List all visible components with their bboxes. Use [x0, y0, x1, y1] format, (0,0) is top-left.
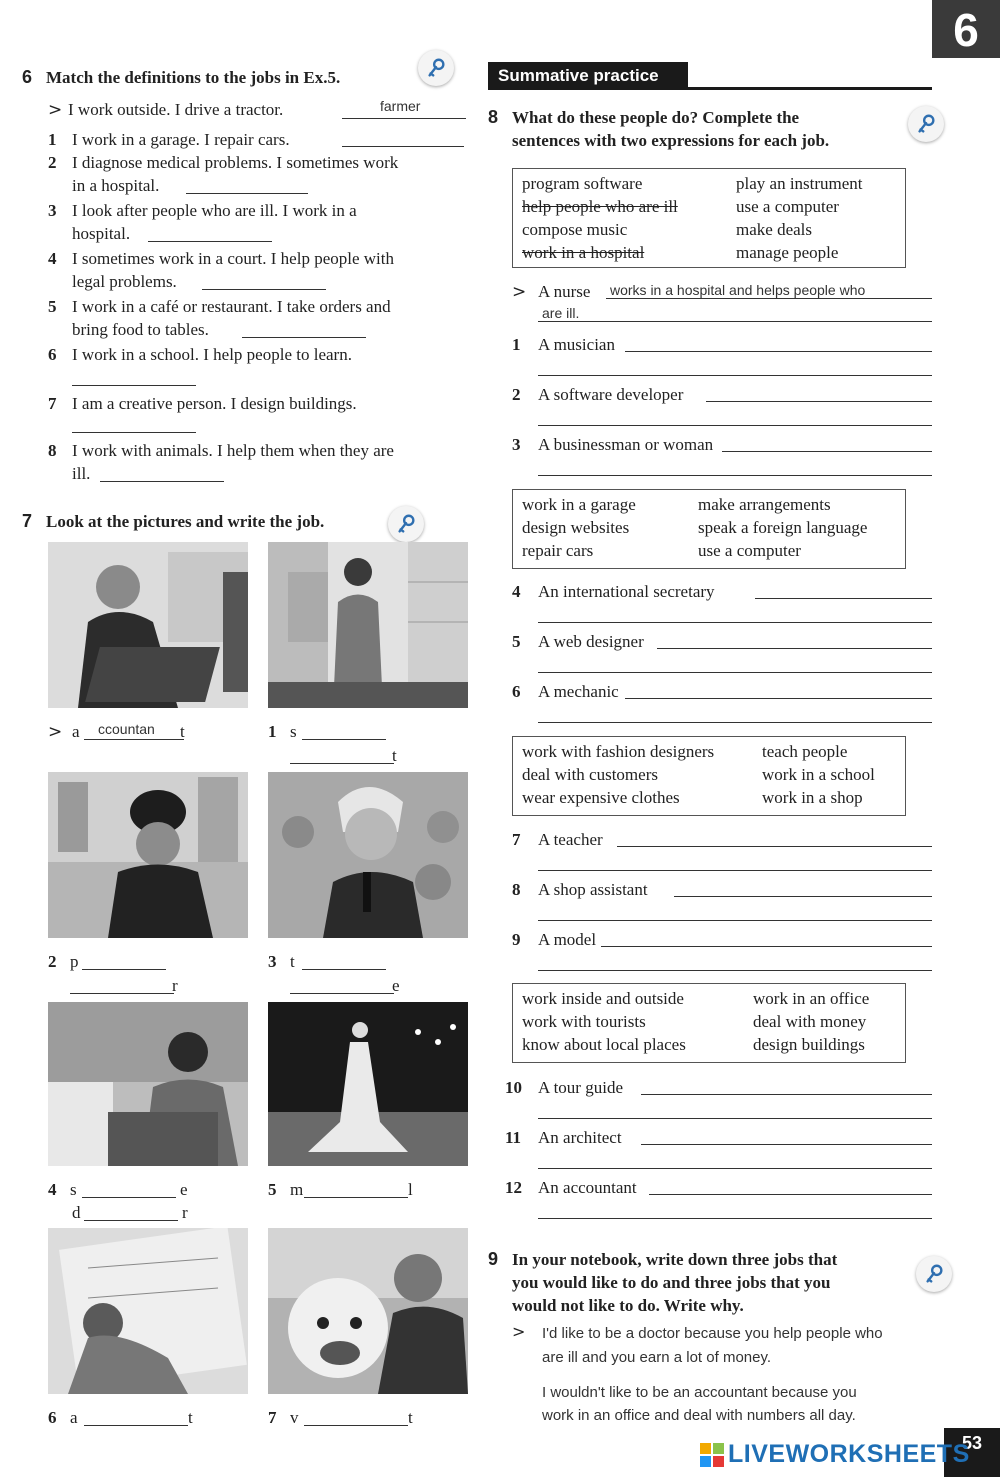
ex6-example-line — [342, 118, 466, 119]
phrase: teach people — [762, 742, 848, 761]
phrase: deal with money — [753, 1012, 867, 1031]
definition-text: I diagnose medical problems. I sometimes work — [72, 153, 399, 172]
last-letter: t — [188, 1408, 193, 1427]
phrase: make arrangements — [698, 495, 831, 514]
first-letter: s — [290, 722, 297, 741]
ex7-answer-blank[interactable] — [84, 1425, 188, 1426]
photo-model — [268, 1002, 468, 1166]
ex8-answer-blank[interactable] — [538, 722, 932, 723]
ex7-example-first-letter: a — [72, 722, 80, 741]
unit-number: 6 — [953, 4, 979, 56]
definition-text: I sometimes work in a court. I help people with — [72, 249, 394, 268]
phrase: work inside and outside — [522, 989, 684, 1008]
key-icon — [923, 1263, 945, 1285]
ex9-example1-line2: are ill and you earn a lot of money. — [542, 1349, 772, 1366]
watermark — [700, 1440, 970, 1469]
ex6-title: Match the definitions to the jobs in Ex.5. — [46, 68, 341, 87]
watermark-text: LIVEWORKSHEETS — [728, 1440, 970, 1468]
phrase: play an instrument — [736, 174, 863, 193]
unit-tab — [932, 0, 1000, 58]
answer-key-icon[interactable] — [388, 506, 424, 542]
ex8-answer-blank[interactable] — [538, 672, 932, 673]
ex8-answer-blank[interactable] — [538, 1118, 932, 1119]
ex6-heading — [22, 66, 340, 89]
item-number: 5 — [48, 297, 57, 316]
ex9-example2-line1: I wouldn't like to be an accountant because you — [542, 1384, 857, 1401]
ex8-answer-blank[interactable] — [625, 351, 932, 352]
item-number: 11 — [505, 1128, 522, 1147]
ex8-answer-blank[interactable] — [649, 1194, 932, 1195]
item-number: 4 — [48, 249, 57, 268]
photo-accountant — [48, 542, 248, 708]
ex8-example-answer: are ill. — [542, 305, 580, 321]
ex6-answer-blank[interactable] — [100, 481, 224, 482]
sentence-subject: A model — [538, 930, 597, 949]
ex6-answer-blank[interactable] — [72, 385, 196, 386]
key-icon — [915, 113, 937, 135]
ex6-answer-blank[interactable] — [148, 241, 272, 242]
item-number: 4 — [48, 1180, 57, 1199]
definition-text: ill. — [72, 464, 91, 483]
ex7-answer-blank[interactable] — [82, 969, 166, 970]
sentence-subject: A mechanic — [538, 682, 619, 701]
ex8-answer-blank[interactable] — [601, 946, 932, 947]
sentence-subject: An accountant — [538, 1178, 637, 1197]
example-subject: A nurse — [538, 282, 591, 301]
item-number: 2 — [512, 385, 521, 404]
ex8-title-line2: sentences with two expressions for each job. — [512, 131, 830, 150]
key-icon — [395, 513, 417, 535]
ex8-example-blank[interactable] — [606, 298, 932, 299]
phrase: work with tourists — [522, 1012, 646, 1031]
sentence-subject: A shop assistant — [538, 880, 648, 899]
phrase: work in a shop — [762, 788, 863, 807]
phrase: help people who are ill — [522, 197, 678, 216]
item-number: 3 — [48, 201, 57, 220]
ex9-title-line3: would not like to do. Write why. — [512, 1296, 744, 1315]
item-number: 7 — [48, 394, 57, 413]
photo-tour-guide — [268, 772, 468, 938]
answer-key-icon[interactable] — [916, 1256, 952, 1292]
phrase: repair cars — [522, 541, 594, 560]
first-letter: m — [290, 1180, 304, 1199]
ex8-answer-blank[interactable] — [722, 451, 932, 452]
ex9-title-line2: you would like to do and three jobs that you — [512, 1273, 831, 1292]
item-number: 5 — [268, 1180, 277, 1199]
definition-text: bring food to tables. — [72, 320, 209, 339]
definition-text: legal problems. — [72, 272, 177, 291]
last-letter: l — [408, 1180, 413, 1199]
last-letter: e — [392, 976, 400, 995]
ex6-answer-blank[interactable] — [186, 193, 308, 194]
ex8-answer-blank[interactable] — [625, 698, 932, 699]
definition-text: I work in a café or restaurant. I take orders and — [72, 297, 391, 316]
last-letter: t — [392, 746, 397, 765]
ex8-heading — [488, 106, 799, 129]
example-arrow-icon: > — [512, 282, 527, 302]
sentence-subject: A businessman or woman — [538, 435, 714, 454]
ex7-answer-blank[interactable] — [302, 739, 386, 740]
sentence-subject: A tour guide — [538, 1078, 623, 1097]
ex6-answer-blank[interactable] — [342, 146, 464, 147]
page-number: 53 — [944, 1428, 1000, 1477]
ex8-answer-blank[interactable] — [538, 375, 932, 376]
sentence-subject: An international secretary — [538, 582, 715, 601]
letter: e — [180, 1180, 188, 1199]
phrase: speak a foreign language — [698, 518, 868, 537]
sentence-subject: A software developer — [538, 385, 684, 404]
first-letter: p — [70, 952, 79, 971]
ex7-heading — [22, 510, 324, 533]
definition-text: I work in a school. I help people to learn. — [72, 345, 352, 364]
ex8-answer-blank[interactable] — [538, 970, 932, 971]
ex7-answer-blank[interactable] — [304, 1425, 408, 1426]
phrase: use a computer — [736, 197, 839, 216]
phrase: compose music — [522, 220, 628, 239]
ex8-answer-blank[interactable] — [538, 622, 932, 623]
ex8-answer-blank[interactable] — [617, 846, 932, 847]
item-number: 1 — [512, 335, 521, 354]
liveworksheets-logo-icon — [700, 1443, 724, 1467]
last-letter: r — [172, 976, 178, 995]
first-letter: v — [290, 1408, 299, 1427]
ex9-heading — [488, 1248, 837, 1271]
item-number: 2 — [48, 952, 57, 971]
item-number: 10 — [505, 1078, 522, 1097]
example-arrow-icon: > — [48, 722, 63, 742]
photo-police-officer — [48, 772, 248, 938]
ex8-title-line1: What do these people do? Complete the — [512, 108, 800, 127]
phrase: program software — [522, 174, 643, 193]
example-arrow-icon: > — [48, 100, 63, 120]
item-number: 6 — [48, 345, 57, 364]
item-number: 6 — [512, 682, 521, 701]
ex8-answer-blank[interactable] — [538, 870, 932, 871]
ex8-answer-blank[interactable] — [538, 425, 932, 426]
ex8-answer-blank[interactable] — [641, 1094, 932, 1095]
phrase: work with fashion designers — [522, 742, 715, 761]
summative-header: Summative practice — [488, 62, 688, 90]
ex7-answer-blank[interactable] — [290, 763, 394, 764]
ex6-example-text: I work outside. I drive a tractor. — [68, 100, 284, 119]
phrase: manage people — [736, 243, 839, 262]
definition-text: I work with animals. I help them when they are — [72, 441, 394, 460]
phrase: wear expensive clothes — [522, 788, 680, 807]
ex8-answer-blank[interactable] — [538, 1168, 932, 1169]
phrase: use a computer — [698, 541, 801, 560]
definition-text: I work in a garage. I repair cars. — [72, 130, 290, 149]
definition-text: I am a creative person. I design buildings. — [72, 394, 357, 413]
item-number: 12 — [505, 1178, 522, 1197]
item-number: 9 — [512, 930, 521, 949]
ex7-answer-blank[interactable] — [84, 1220, 178, 1221]
ex6-number: 6 — [22, 67, 33, 87]
sentence-subject: An architect — [538, 1128, 622, 1147]
ex8-answer-blank[interactable] — [674, 896, 932, 897]
photo-architect — [48, 1228, 248, 1394]
ex6-answer-blank[interactable] — [72, 432, 196, 433]
ex7-answer-blank[interactable] — [82, 1197, 176, 1198]
definition-text: hospital. — [72, 224, 131, 243]
phrase: make deals — [736, 220, 812, 239]
item-number: 3 — [512, 435, 521, 454]
ex7-example-answer: ccountan — [98, 721, 155, 737]
ex7-title: Look at the pictures and write the job. — [46, 512, 325, 531]
item-number: 1 — [48, 130, 57, 149]
definition-text: I look after people who are ill. I work in a — [72, 201, 357, 220]
ex7-answer-blank[interactable] — [304, 1197, 408, 1198]
ex9-title-line1: In your notebook, write down three jobs that — [512, 1250, 838, 1269]
ex6-example — [48, 98, 283, 122]
ex9-number: 9 — [488, 1249, 499, 1269]
ex8-answer-blank[interactable] — [641, 1144, 932, 1145]
photo-secretary — [48, 1002, 248, 1166]
ex8-answer-blank[interactable] — [538, 920, 932, 921]
phrase: work in a garage — [522, 495, 636, 514]
sentence-subject: A teacher — [538, 830, 603, 849]
item-number: 8 — [48, 441, 57, 460]
example-arrow-icon: > — [512, 1322, 526, 1341]
letter: d — [72, 1203, 81, 1222]
ex8-answer-blank[interactable] — [538, 1218, 932, 1219]
phrase: work in a school — [762, 765, 875, 784]
key-icon — [425, 57, 447, 79]
ex6-example-answer: farmer — [380, 98, 421, 114]
ex7-example-blank[interactable] — [84, 739, 184, 740]
phrase: work in an office — [753, 989, 870, 1008]
item-number: 7 — [512, 830, 521, 849]
ex8-example-answer: works in a hospital and helps people who — [610, 282, 866, 298]
ex7-example-last-letter: t — [180, 722, 185, 741]
item-number: 3 — [268, 952, 277, 971]
ex7-number: 7 — [22, 511, 33, 531]
definition-text: in a hospital. — [72, 176, 160, 195]
ex7-answer-blank[interactable] — [290, 993, 394, 994]
item-number: 1 — [268, 722, 277, 741]
first-letter: s — [70, 1180, 77, 1199]
phrase: work in a hospital — [522, 243, 645, 262]
last-letter: r — [182, 1203, 188, 1222]
sentence-subject: A web designer — [538, 632, 644, 651]
answer-key-icon[interactable] — [908, 106, 944, 142]
photo-shop-assistant — [268, 542, 468, 708]
answer-key-icon[interactable] — [418, 50, 454, 86]
ex8-answer-blank[interactable] — [755, 598, 932, 599]
ex7-answer-blank[interactable] — [70, 993, 174, 994]
photo-vet — [268, 1228, 468, 1394]
ex8-answer-blank[interactable] — [706, 401, 932, 402]
item-number: 2 — [48, 153, 57, 172]
item-number: 8 — [512, 880, 521, 899]
phrase: deal with customers — [522, 765, 658, 784]
ex6-answer-blank[interactable] — [242, 337, 366, 338]
last-letter: t — [408, 1408, 413, 1427]
phrase: design websites — [522, 518, 630, 537]
ex8-number: 8 — [488, 107, 499, 127]
item-number: 7 — [268, 1408, 277, 1427]
ex9-example2-line2: work in an office and deal with numbers all day. — [542, 1407, 856, 1424]
first-letter: a — [70, 1408, 78, 1427]
ex8-answer-blank[interactable] — [657, 648, 932, 649]
item-number: 6 — [48, 1408, 57, 1427]
phrase: know about local places — [522, 1035, 686, 1054]
first-letter: t — [290, 952, 295, 971]
ex8-example-blank[interactable] — [538, 321, 932, 322]
sentence-subject: A musician — [538, 335, 615, 354]
phrase: design buildings — [753, 1035, 865, 1054]
item-number: 4 — [512, 582, 521, 601]
ex7-answer-blank[interactable] — [302, 969, 386, 970]
summative-rule — [688, 87, 932, 90]
item-number: 5 — [512, 632, 521, 651]
ex6-answer-blank[interactable] — [202, 289, 326, 290]
ex9-example1-line1: I'd like to be a doctor because you help people who — [542, 1325, 883, 1342]
ex8-answer-blank[interactable] — [538, 475, 932, 476]
